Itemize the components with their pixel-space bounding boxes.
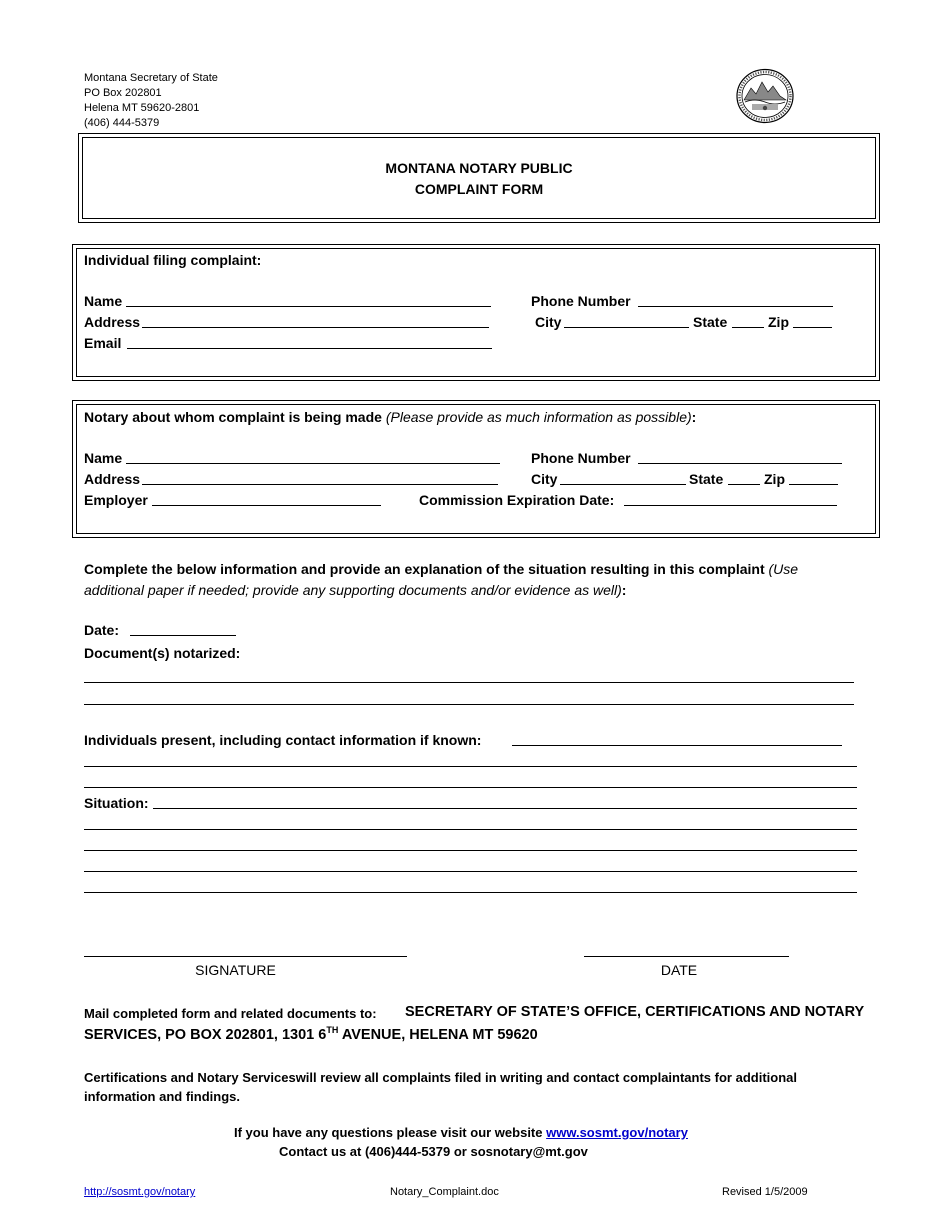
- complainant-heading: Individual filing complaint:: [84, 252, 262, 268]
- sos-address-block: [84, 71, 218, 131]
- footer-revised: Revised 1/5/2009: [722, 1186, 808, 1198]
- details-intro: [84, 559, 798, 601]
- complainant-email-field[interactable]: [127, 348, 492, 349]
- address-line: Helena MT 59620-2801: [84, 102, 200, 114]
- notary-employer-label: Employer: [84, 492, 148, 508]
- complainant-phone-label: Phone Number: [531, 293, 631, 309]
- complainant-name-label: Name: [84, 293, 123, 309]
- situation-field-inline[interactable]: [153, 808, 857, 809]
- notary-heading-note: (Please provide as much information as possible): [385, 409, 692, 425]
- individuals-label: Individuals present, including contact information if known:: [84, 732, 482, 748]
- complainant-name-field[interactable]: [126, 306, 491, 307]
- notary-address-label: Address: [84, 471, 141, 487]
- notary-name-label: Name: [84, 450, 123, 466]
- mail-intro: Mail completed form and related documents to:: [84, 1006, 377, 1021]
- notary-state-label: State: [689, 471, 724, 487]
- situation-field-line-3[interactable]: [84, 871, 857, 872]
- individuals-field-line-2[interactable]: [84, 787, 857, 788]
- individuals-field-line-1[interactable]: [84, 766, 857, 767]
- details-intro-line-1: [84, 559, 798, 580]
- footer-filename: Notary_Complaint.doc: [390, 1186, 499, 1198]
- notary-commission-field[interactable]: [624, 505, 837, 506]
- website-line: [234, 1125, 688, 1140]
- notary-heading-colon: :: [691, 409, 697, 425]
- review-line-1: Certifications and Notary Serviceswill review all complaints filed in writing and contact complaintants for additional: [84, 1070, 797, 1085]
- title-line-2: COMPLAINT FORM: [414, 181, 544, 197]
- address-line: PO Box 202801: [84, 87, 162, 99]
- title-line-1: MONTANA NOTARY PUBLIC: [385, 160, 573, 176]
- date-field[interactable]: [130, 635, 236, 636]
- notary-heading: [84, 409, 696, 425]
- review-line-2: information and findings.: [84, 1089, 240, 1104]
- notary-commission-label: Commission Expiration Date:: [419, 492, 615, 508]
- review-text: [84, 1068, 797, 1106]
- notary-zip-label: Zip: [764, 471, 785, 487]
- notary-name-field[interactable]: [126, 463, 500, 464]
- details-intro-note: additional paper if needed; provide any supporting documents and/or evidence as well): [84, 582, 622, 598]
- situation-label: Situation:: [84, 795, 149, 811]
- date-label: Date:: [84, 622, 120, 638]
- mail-address-sup: TH: [326, 1025, 339, 1035]
- notary-employer-field[interactable]: [152, 505, 381, 506]
- complainant-state-label: State: [693, 314, 728, 330]
- complainant-address-field[interactable]: [142, 327, 489, 328]
- documents-label: Document(s) notarized:: [84, 645, 241, 661]
- notary-state-field[interactable]: [728, 484, 760, 485]
- state-seal: [735, 68, 795, 124]
- details-intro-note-start: (Use: [768, 561, 799, 577]
- notary-address-field[interactable]: [142, 484, 498, 485]
- signature-date-line[interactable]: [584, 956, 789, 957]
- documents-field-line-2[interactable]: [84, 704, 854, 705]
- complainant-email-label: Email: [84, 335, 122, 351]
- signature-date-label: DATE: [660, 962, 698, 978]
- complainant-phone-field[interactable]: [638, 306, 833, 307]
- signature-label: SIGNATURE: [195, 962, 276, 978]
- complainant-zip-label: Zip: [768, 314, 789, 330]
- mail-address-line-1: SECRETARY OF STATE’S OFFICE, CERTIFICATIONS AND NOTARY: [405, 1004, 865, 1020]
- signature-line[interactable]: [84, 956, 407, 957]
- complainant-zip-field[interactable]: [793, 327, 832, 328]
- details-intro-line-2: [84, 580, 798, 601]
- complainant-city-label: City: [535, 314, 562, 330]
- situation-field-line-1[interactable]: [84, 829, 857, 830]
- complainant-city-field[interactable]: [564, 327, 689, 328]
- notary-city-label: City: [531, 471, 558, 487]
- situation-field-line-4[interactable]: [84, 892, 857, 893]
- address-line: (406) 444-5379: [84, 117, 160, 129]
- notary-city-field[interactable]: [560, 484, 686, 485]
- mail-address-line-2: [84, 1025, 538, 1043]
- website-prefix: If you have any questions please visit our website: [234, 1125, 547, 1140]
- contact-line: Contact us at (406)444-5379 or sosnotary@mt.gov: [279, 1144, 588, 1159]
- footer-link[interactable]: http://sosmt.gov/notary: [84, 1186, 196, 1198]
- notary-heading-text: Notary about whom complaint is being made: [84, 409, 382, 425]
- documents-field-line-1[interactable]: [84, 682, 854, 683]
- address-line: Montana Secretary of State: [84, 72, 218, 84]
- details-intro-colon: :: [621, 582, 627, 598]
- notary-phone-field[interactable]: [638, 463, 842, 464]
- mail-address-pre: SERVICES, PO BOX 202801, 1301 6: [84, 1026, 327, 1043]
- notary-phone-label: Phone Number: [531, 450, 631, 466]
- mail-address-post: AVENUE, HELENA MT 59620: [338, 1026, 538, 1043]
- notary-zip-field[interactable]: [789, 484, 838, 485]
- complainant-address-label: Address: [84, 314, 141, 330]
- complainant-state-field[interactable]: [732, 327, 764, 328]
- title-box: [78, 133, 880, 223]
- website-link[interactable]: www.sosmt.gov/notary: [546, 1125, 688, 1140]
- form-title: [79, 158, 879, 200]
- situation-field-line-2[interactable]: [84, 850, 857, 851]
- details-intro-text: Complete the below information and provide an explanation of the situation resulting in this complaint: [84, 561, 765, 577]
- individuals-field-inline[interactable]: [512, 745, 842, 746]
